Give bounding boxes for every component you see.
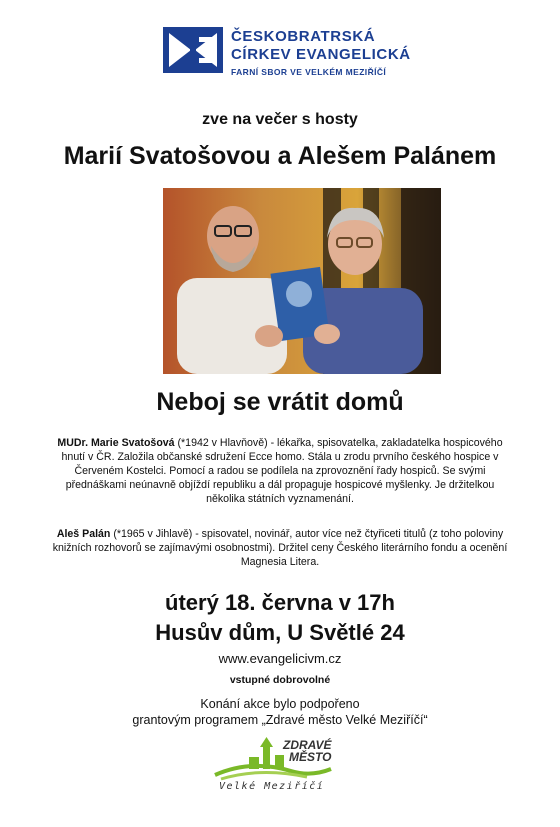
support-line-1: Konání akce bylo podpořeno (200, 697, 360, 711)
bio-birth: (*1942 v Hlavňově) (174, 437, 268, 449)
support-line-2: grantovým programem „Zdravé město Velké Meziříčí“ (132, 713, 428, 727)
event-place: Husův dům, U Světlé 24 (155, 620, 405, 645)
zdrave-mesto-line-3: Velké Meziříčí (219, 781, 325, 792)
bio-ales-palan (52, 527, 508, 569)
church-logo-icon (163, 27, 223, 73)
logo-line-1: ČESKOBRATRSKÁ (231, 28, 376, 45)
bio-text: - spisovatel, novinář, autor více než čtyřiceti titulů (z toho poloviny knižních rozhovorů se zajímavými osobnostmi). Držitel ceny Českého literárního fondu a ocenění Magnesia Litera. (52, 528, 508, 568)
bio-name: MUDr. Marie Svatošová (57, 437, 175, 449)
bio-text: - lékařka, spisovatelka, zakladatelka hospicového hnutí v ČR. Založila občanské sdružení Ecce homo. Stála u zrodu prvního českého hospice v Červeném Kostelci. Pomocí a radou se podílela na zprovoznění řady hospiců. Se svými přednáškami neúnavně objíždí republiku a dál propaguje hospicové myšlenky. Je držitelkou několika státních vyznamenání. (61, 437, 503, 505)
logo-line-3: FARNÍ SBOR VE VELKÉM MEZIŘÍČÍ (231, 67, 387, 77)
church-logo (163, 27, 423, 77)
zdrave-mesto-line-2: MĚSTO (289, 750, 332, 764)
event-title: Neboj se vrátit domů (156, 388, 404, 416)
logo-line-2: CÍRKEV EVANGELICKÁ (231, 46, 411, 63)
guests-heading: Marií Svatošovou a Alešem Palánem (63, 142, 497, 170)
guests-photo-image (163, 188, 441, 374)
guests-photo (163, 188, 441, 374)
invite-line: zve na večer s hosty (202, 111, 358, 128)
bio-marie-svatosova (52, 436, 508, 506)
event-date: úterý 18. června v 17h (165, 590, 395, 615)
entry-fee: vstupné dobrovolné (229, 674, 331, 686)
bio-birth: (*1965 v Jihlavě) (110, 528, 193, 540)
bio-name: Aleš Palán (56, 528, 111, 540)
zdrave-mesto-logo (211, 737, 351, 795)
zdrave-mesto-line-1: ZDRAVÉ (283, 738, 332, 752)
website-link[interactable]: www.evangelicivm.cz (218, 651, 342, 666)
